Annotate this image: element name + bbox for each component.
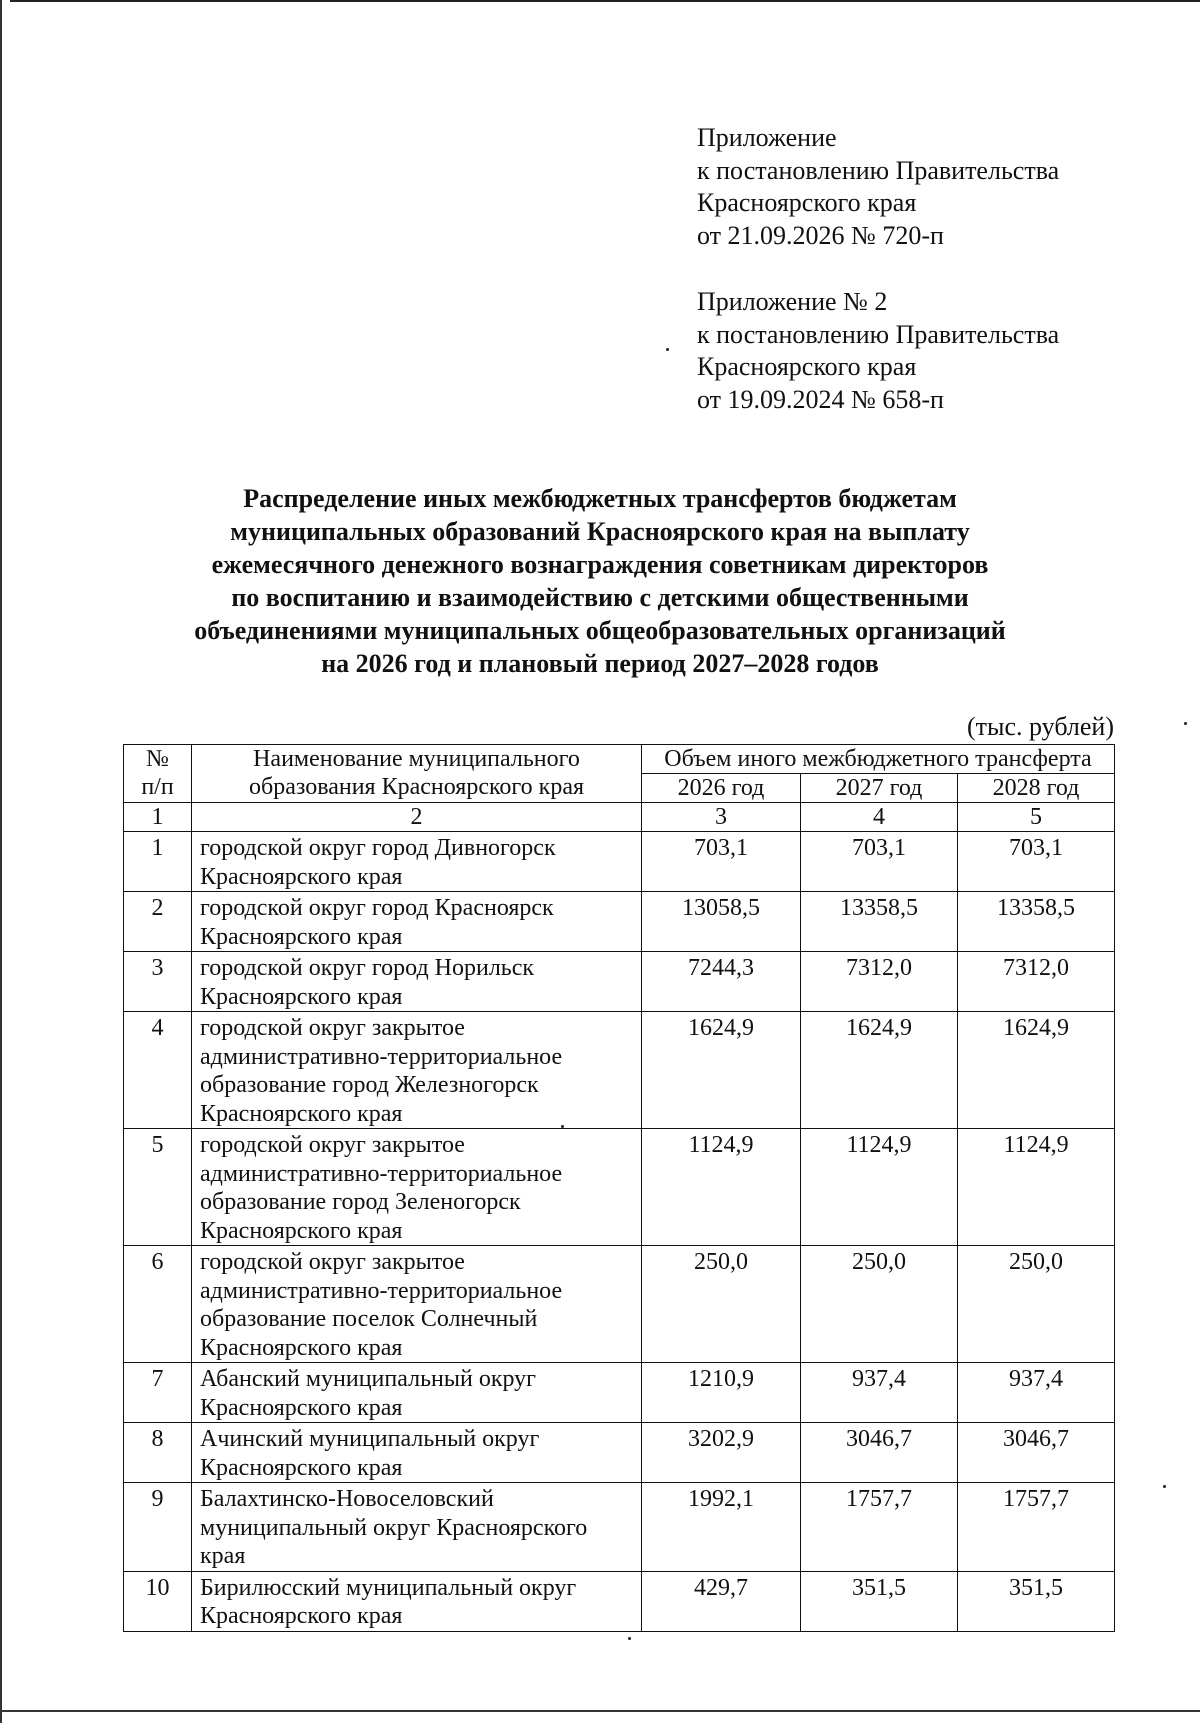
municipality-name-line: муниципальный округ Красноярского <box>200 1514 588 1541</box>
municipality-name-line: административно-территориальное <box>200 1160 563 1187</box>
municipality-name-line: городской округ город Красноярск <box>200 895 554 921</box>
appendix-line: к постановлению Правительства <box>697 155 1060 185</box>
header-name-line: Наименование муниципального <box>253 746 580 772</box>
transfer-value-2026: 1992,1 <box>642 1483 801 1572</box>
municipality-name <box>192 1571 642 1631</box>
municipality-name-line: городской округ город Норильск <box>200 955 535 981</box>
municipality-name <box>192 1363 642 1423</box>
municipality-name-line: образование поселок Солнечный <box>200 1306 538 1332</box>
header-name <box>192 745 642 803</box>
appendix-original-block <box>697 286 1059 416</box>
title-line: Распределение иных межбюджетных трансфертов бюджетам <box>243 484 957 513</box>
header-year: 2027 год <box>801 774 958 803</box>
transfer-value-2028: 1624,9 <box>958 1012 1115 1129</box>
column-index: 3 <box>642 803 801 832</box>
municipality-name-line: Красноярского края <box>200 1603 403 1629</box>
municipality-name-line: городской округ закрытое <box>200 1015 465 1041</box>
title-line: муниципальных образований Красноярского края на выплату <box>230 517 970 546</box>
table-row <box>124 1246 1115 1363</box>
transfer-value-2027: 351,5 <box>801 1571 958 1631</box>
header-number-line: № <box>146 746 169 772</box>
table-row <box>124 1571 1115 1631</box>
scan-border-left <box>0 0 2 1723</box>
municipality-name <box>192 832 642 892</box>
municipality-name-line: образование город Железногорск <box>200 1072 539 1098</box>
municipality-name-line: Бирилюсский муниципальный округ <box>200 1574 577 1601</box>
municipality-name-line: Красноярского края <box>200 1454 403 1481</box>
table-header-row <box>124 745 1115 774</box>
municipality-name <box>192 892 642 952</box>
row-number: 2 <box>124 892 192 952</box>
appendix-line: от 19.09.2024 № 658-п <box>697 384 944 414</box>
municipality-name <box>192 1012 642 1129</box>
appendix-line: от 21.09.2026 № 720-п <box>697 220 944 250</box>
table-row <box>124 952 1115 1012</box>
transfer-value-2026: 7244,3 <box>642 952 801 1012</box>
header-number <box>124 745 192 803</box>
appendix-line: к постановлению Правительства <box>697 319 1060 349</box>
municipality-name-line: образование город Зеленогорск <box>200 1189 521 1215</box>
appendix-line: Красноярского края <box>697 188 917 217</box>
municipality-name <box>192 1483 642 1572</box>
transfer-value-2027: 703,1 <box>801 832 958 892</box>
column-index: 5 <box>958 803 1115 832</box>
transfer-value-2026: 1624,9 <box>642 1012 801 1129</box>
municipality-name-line: административно-территориальное <box>200 1277 563 1304</box>
municipality-name-line: Красноярского края <box>200 1100 403 1127</box>
transfer-value-2028: 13358,5 <box>958 892 1115 952</box>
transfer-value-2028: 937,4 <box>958 1363 1115 1423</box>
transfer-value-2026: 3202,9 <box>642 1423 801 1483</box>
transfer-value-2026: 1124,9 <box>642 1129 801 1246</box>
transfer-value-2027: 3046,7 <box>801 1423 958 1483</box>
transfer-value-2027: 250,0 <box>801 1246 958 1363</box>
transfer-value-2027: 1757,7 <box>801 1483 958 1572</box>
municipality-name <box>192 1423 642 1483</box>
municipality-name-line: Балахтинско-Новоселовский <box>200 1486 494 1512</box>
appendix-line: Приложение № 2 <box>697 287 888 316</box>
table-row <box>124 1012 1115 1129</box>
scan-speck <box>628 1637 631 1640</box>
document-title <box>120 482 1080 680</box>
column-index: 2 <box>192 803 642 832</box>
table-row <box>124 1129 1115 1246</box>
scan-speck <box>1184 722 1187 725</box>
transfer-value-2026: 703,1 <box>642 832 801 892</box>
column-index-row <box>124 803 1115 832</box>
transfer-value-2028: 351,5 <box>958 1571 1115 1631</box>
transfer-value-2026: 13058,5 <box>642 892 801 952</box>
municipality-name-line: Красноярского края <box>200 863 403 890</box>
transfer-value-2027: 1624,9 <box>801 1012 958 1129</box>
header-name-line: образования Красноярского края <box>248 774 585 800</box>
scan-border-top <box>10 0 1200 2</box>
header-volume: Объем иного межбюджетного трансферта <box>642 745 1115 774</box>
municipality-name-line: Абанский муниципальный округ <box>200 1366 537 1392</box>
column-index: 4 <box>801 803 958 832</box>
row-number: 7 <box>124 1363 192 1423</box>
transfer-value-2027: 1124,9 <box>801 1129 958 1246</box>
transfer-value-2027: 937,4 <box>801 1363 958 1423</box>
municipality-name-line: Красноярского края <box>200 1334 403 1361</box>
title-line: на 2026 год и плановый период 2027–2028 годов <box>321 649 879 678</box>
distribution-table <box>123 744 1115 1632</box>
row-number: 4 <box>124 1012 192 1129</box>
title-line: ежемесячного денежного вознаграждения советникам директоров <box>211 550 989 579</box>
appendix-line: Красноярского края <box>697 352 917 381</box>
table-row <box>124 1483 1115 1572</box>
row-number: 9 <box>124 1483 192 1572</box>
municipality-name-line: городской округ закрытое <box>200 1132 465 1158</box>
municipality-name <box>192 1246 642 1363</box>
table-row <box>124 1363 1115 1423</box>
municipality-name-line: административно-территориальное <box>200 1043 563 1070</box>
municipality-name <box>192 952 642 1012</box>
transfer-value-2028: 7312,0 <box>958 952 1115 1012</box>
scan-speck <box>666 348 669 351</box>
row-number: 8 <box>124 1423 192 1483</box>
municipality-name-line: края <box>200 1543 246 1569</box>
municipality-name-line: Ачинский муниципальный округ <box>200 1426 540 1452</box>
municipality-name <box>192 1129 642 1246</box>
municipality-name-line: городской округ город Дивногорск <box>200 835 556 861</box>
column-index: 1 <box>124 803 192 832</box>
transfer-value-2028: 250,0 <box>958 1246 1115 1363</box>
municipality-name-line: Красноярского края <box>200 983 403 1010</box>
municipality-name-line: городской округ закрытое <box>200 1249 465 1275</box>
header-number-line: п/п <box>141 774 174 800</box>
row-number: 6 <box>124 1246 192 1363</box>
transfer-value-2028: 3046,7 <box>958 1423 1115 1483</box>
row-number: 5 <box>124 1129 192 1246</box>
appendix-current-block <box>697 122 1059 252</box>
header-year: 2028 год <box>958 774 1115 803</box>
table-row <box>124 1423 1115 1483</box>
table-row <box>124 892 1115 952</box>
scan-border-bottom <box>0 1710 1200 1712</box>
title-line: объединениями муниципальных общеобразовательных организаций <box>194 616 1006 645</box>
transfer-value-2026: 429,7 <box>642 1571 801 1631</box>
title-line: по воспитанию и взаимодействию с детскими общественными <box>231 583 969 612</box>
scan-speck <box>1163 1485 1166 1488</box>
header-year: 2026 год <box>642 774 801 803</box>
row-number: 3 <box>124 952 192 1012</box>
table-row <box>124 832 1115 892</box>
municipality-name-line: Красноярского края <box>200 1394 403 1421</box>
transfer-value-2026: 250,0 <box>642 1246 801 1363</box>
units-label: (тыс. рублей) <box>966 712 1114 741</box>
transfer-value-2028: 1124,9 <box>958 1129 1115 1246</box>
transfer-value-2028: 1757,7 <box>958 1483 1115 1572</box>
transfer-value-2028: 703,1 <box>958 832 1115 892</box>
transfer-value-2026: 1210,9 <box>642 1363 801 1423</box>
municipality-name-line: Красноярского края <box>200 1217 403 1244</box>
appendix-line: Приложение <box>697 123 837 152</box>
municipality-name-line: Красноярского края <box>200 923 403 950</box>
row-number: 10 <box>124 1571 192 1631</box>
transfer-value-2027: 7312,0 <box>801 952 958 1012</box>
row-number: 1 <box>124 832 192 892</box>
transfer-value-2027: 13358,5 <box>801 892 958 952</box>
